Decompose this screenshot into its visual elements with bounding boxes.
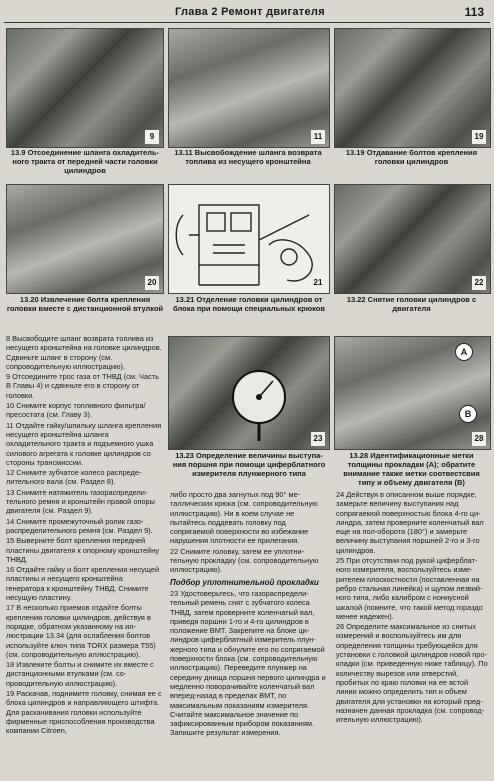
figure-photo-13-19 [334,28,491,148]
chapter-title: Глава 2 Ремонт двигателя [175,6,325,18]
paragraph-26: 26 Определите максимальное из снитых измерений и воспользуйтесь им для определения толщины требующейся для установки с головкой цилиндров новой прокладки (см. приведенную ниже таблицу). По количеству вырезов или отверстий, пробитых по краю головки на ее встой линии можно определить тип и объем двигателя для установки на который предназначен данная прокладка (см. сопроводительную иллюстрацию). [336,622,488,725]
paragraph-17: 17 В несколько приемов отдайте болты крепления головки цилиндров, действуя в порядке, обратном указанному на иллюстрации 13.34 (для ослабления болтов используйте ключ типа TORX размера Т55) (см. сопроводительную иллюстрацию). [6,603,156,659]
paragraph-18: 18 Извлеките болты и снимите их вместе с дистанционными втулками (см. сопроводительную иллюстрацию). [6,660,154,688]
paragraph-11: 11 Отдайте гайку/шпильку шлангa крепления несущего кронштейна шланга охладительного тракта и подъемного ушка силового агрегата к головке цилиндров со стороны трансмиссии. [6,420,162,467]
paragraph-23: 23 Удостоверьтесь, что газораспределительный ремень снят с зубчатого колеса ТНВД, затем проверните коленчатый вал, приведя поршни 1-го и 4-го цилиндров в положение ВМТ. Закрепите на блоке цилиндров циферблатный измеритель плунжерного типа и обнулите его по сопрягаемой поверхности блока (см. сопроводительную иллюстрацию). Переведите плунжер на середину днища поршня первого цилиндра и медленно поворачивайте коленчатый вал вперед-назад в пределах ВМТ, по максимальным показаниям измерителя. Считайте максимальное значение по зафиксированным прибором показаниям. Запишите результат измерения. [170,588,326,738]
figure-caption-13-22: 13.22 Снятие головки цилиндров с двигателя [346,295,477,313]
figure-caption-13-9: 13.9 Отсоединение шланга охладительного тракта от передней части головки цилиндров [10,148,160,175]
figure-caption-13-28: 13.28 Идентификационные метки толщины прокладки (А); обратите внимание также метки соотвестсвия типу и объему двигателя (В) [343,451,480,487]
paragraph-19: 19 Раскачав, поднимите головку, снимая ее с блока цилиндров и направляющего штифта. Для раскачивания головки используйте фирменные приспособления производства компании Citroen, [6,688,162,736]
figure-photo-13-20 [6,184,164,294]
page-header [0,0,494,24]
text-column-left [6,334,162,736]
page-number: 113 [464,5,484,19]
figure-drawing-13-21 [168,184,330,294]
dial-gauge-drawing [169,337,329,449]
marker-b: B [459,405,477,423]
figure-caption-13-23: 13.23 Определение величины выступания поршня при помощи циферблатного измерителя плунжерного типа [172,451,326,478]
paragraph-25: 25 При отсутствии под рукой циферблатного измерителя, воспользуйтесь измерителем плоскостности (поставленная на ребро стальная линейка) и щупом лезвийного типа, либо калибром с нониусной шкалой (помните, что такой метод гораздо менее надежен). [336,556,483,621]
figure-number-label: 11 [311,130,325,144]
figure-caption-13-11: 13.11 Высвобождение шланга возврата топлива из несущего кронштейна [174,148,322,166]
figure-number-label: 9 [145,130,159,144]
paragraph-continued: либо просто два загнутых под 90° металлических крюка (см. сопроводительную иллюстрацию). Ни в коем случае не пытайтесь поддевать головку под сопрягаемой поверхности во избежание нарушения плотности ее прилегания. [170,490,318,546]
paragraph-24: 24 Действуя в описанном выше порядке, замерьте величину выступания над сопрягаемой поверхностью блока 4-го цилиндра, затем проверните коленчатый вал еще на пол-оборота (180°) и замерьте величину выступания поршней 2-го и 3-го цилиндров. [336,490,484,555]
paragraph-22: 22 Снимите головку, затем ее уплотнительную прокладку (см. сопроводительную иллюстрацию). [170,546,319,575]
figure-number-label: 20 [145,276,159,290]
marker-a: A [455,343,473,361]
paragraph-9: 9 Отсоедините трос газа от ТНВД (см. Часть В Главы 4) и сдвиньте его в сторону от головки. [6,372,160,400]
figure-number-label: 28 [472,432,486,446]
section-subheading: Подбор уплотнительной прокладки [170,577,319,587]
figure-number-label: 22 [472,276,486,290]
figure-number-label: 23 [311,432,325,446]
paragraph-16: 16 Отдайте гайку и болт крепления несущей пластины и несущего кронштейна генератора к кронштейну ТНВД. Снимите несущую пластину. [6,565,160,603]
header-rule [4,22,490,23]
figure-photo-13-9 [6,28,164,148]
figure-caption-13-21: 13.21 Отделение головки цилиндров от блока при помощи специальных крюков [173,295,325,313]
figure-photo-13-23 [168,336,330,450]
engine-line-drawing [169,185,329,293]
text-column-middle [170,490,328,739]
text-column-right [336,490,489,725]
paragraph-8: 8 Высвободите шланг возврата топлива из несущего кронштейна на головке цилиндров. Сдвиньте шланг в сторону (см. сопроводительную иллюстрацию). [6,334,162,371]
figure-number-label: 21 [311,276,325,290]
paragraph-13: 13 Снимите натяжитель газораспределительного ремня и кронштейн правой опоры двигателя (см. Раздел 9). [6,487,155,516]
figure-photo-13-11 [168,28,330,148]
figure-caption-13-19: 13.19 Отдавание болтов крепления головки цилиндров [345,148,478,166]
figure-caption-13-20: 13.20 Извлечение болта крепления головки вместе с дистанционной втулкой [6,295,164,313]
figure-photo-13-28 [334,336,491,450]
figure-number-label: 19 [472,130,486,144]
paragraph-14: 14 Снимите промежуточный ролик газораспределительного ремня (см. Раздел 9). [6,516,153,535]
figure-photo-13-22 [334,184,491,294]
paragraph-10: 10 Снимите корпус топливного фильтра/ пресостата (см. Главу 3). [6,401,146,420]
paragraph-12: 12 Снимите зубчатое колесо распределительного вала (см. Раздел 8). [6,468,142,487]
paragraph-15: 15 Выверните болт крепления передней пластины двигателя к опорному кронштейну ТНВД. [6,536,159,564]
